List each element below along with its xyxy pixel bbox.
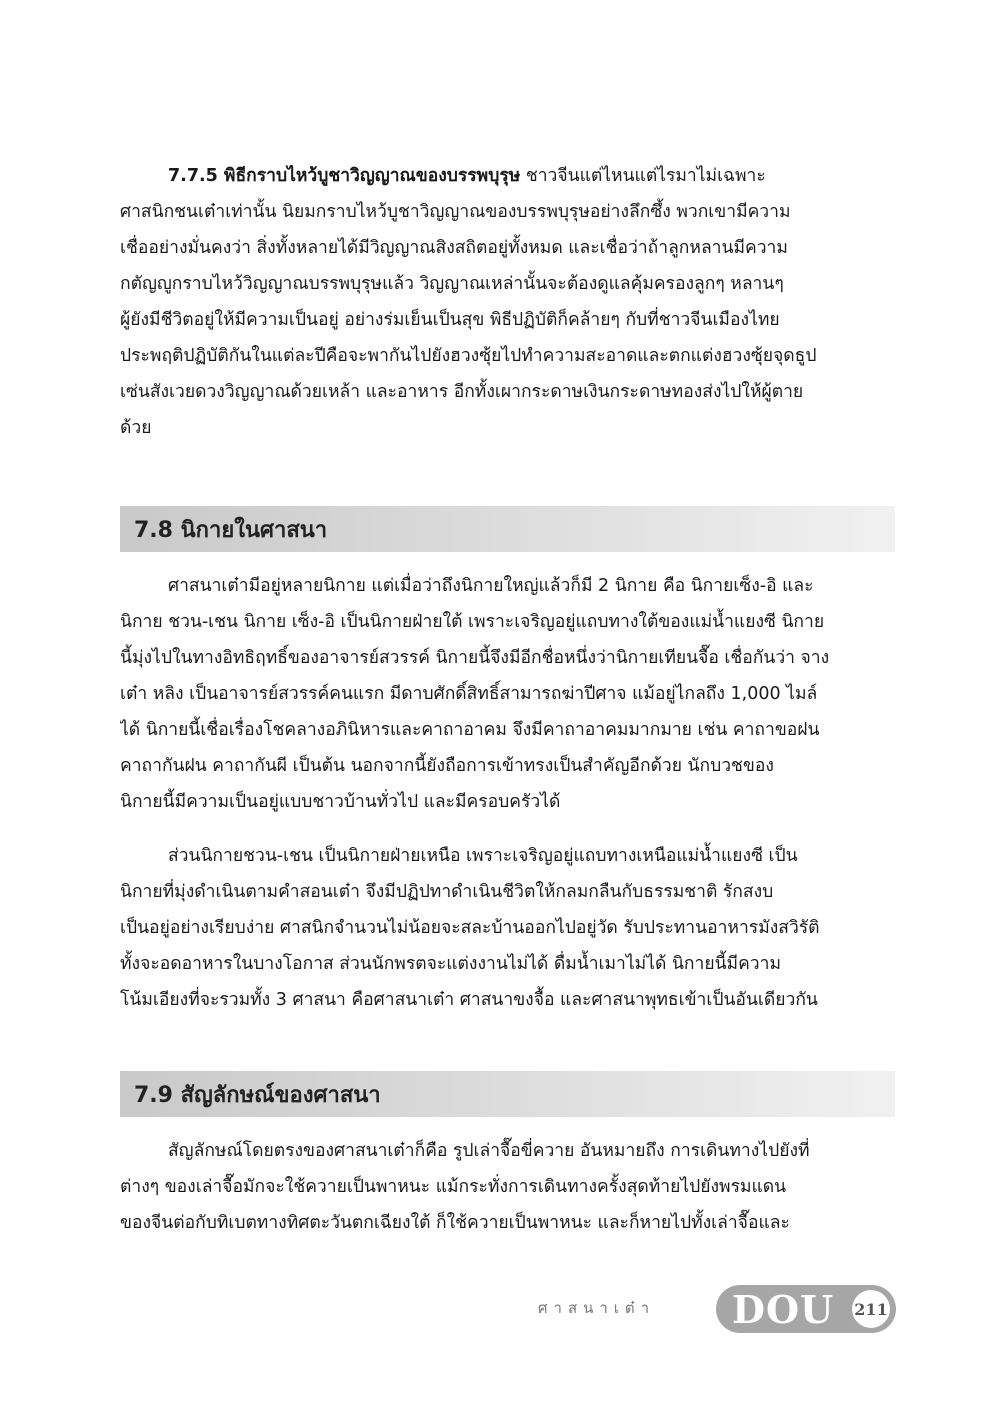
paragraph-line: ต่างๆ ของเล่าจื๊อมักจะใช้ควายเป็นพาหนะ แม้กระทั่งการเดินทางครั้งสุดท้ายไปยังพรมแดน	[120, 1177, 787, 1197]
page-number: 211	[852, 1290, 890, 1328]
section-78-paragraph-1	[120, 568, 895, 820]
section-78-header	[120, 506, 895, 552]
paragraph-line: ได้ นิกายนี้เชื่อเรื่องโชคลางอภินิหารและคาถาอาคม จึงมีคาถาอาคมมากมาย เช่น คาถาขอฝน	[120, 720, 820, 740]
section-78-title: 7.8 นิกายในศาสนา	[134, 517, 328, 543]
dou-logo-text: DOU	[732, 1286, 835, 1332]
paragraph-line: คาถากันฝน คาถากันผี เป็นต้น นอกจากนี้ยังถือการเข้าทรงเป็นสำคัญอีกด้วย นักบวชของ	[120, 756, 774, 776]
section-78-paragraph-2	[120, 838, 895, 1018]
paragraph-line: ศาสนาเต๋ามีอยู่หลายนิกาย แต่เมื่อว่าถึงนิกายใหญ่แล้วก็มี 2 นิกาย คือ นิกายเซ็ง-อิ และ	[168, 576, 814, 596]
paragraph-line: เซ่นสังเวยดวงวิญญาณด้วยเหล้า และอาหาร อีกทั้งเผากระดาษเงินกระดาษทองส่งไปให้ผู้ตาย	[120, 382, 804, 402]
paragraph-line: โน้มเอียงที่จะรวมทั้ง 3 ศาสนา คือศาสนาเต๋า ศาสนาขงจื้อ และศาสนาพุทธเข้าเป็นอันเดียวกัน	[120, 990, 818, 1010]
paragraph-line: สัญลักษณ์โดยตรงของศาสนาเต๋าก็คือ รูปเล่าจื๊อขี่ควาย อันหมายถึง การเดินทางไปยังที่	[168, 1141, 810, 1161]
paragraph-line: ผู้ยังมีชีวิตอยู่ให้มีความเป็นอยู่ อย่างร่มเย็นเป็นสุข พิธีปฏิบัติก็คล้ายๆ กับที่ชาวจีนเมืองไทย	[120, 310, 780, 330]
paragraph-line: นี้มุ่งไปในทางอิทธิฤทธิ์ของอาจารย์สวรรค์ นิกายนี้จึงมีอีกชื่อหนึ่งว่านิกายเทียนจื๊อ เชื่อกันว่า จาง	[120, 648, 830, 668]
paragraph-line: เป็นอยู่อย่างเรียบง่าย ศาสนิกจำนวนไม่น้อยจะสละบ้านออกไปอยู่วัด รับประทานอาหารมังสวิรัติ	[120, 918, 820, 938]
paragraph-line: ศาสนิกชนเต๋าเท่านั้น นิยมกราบไหว้บูชาวิญญาณของบรรพบุรุษอย่างลึกซึ้ง พวกเขามีความ	[120, 202, 791, 222]
paragraph-line: เชื่ออย่างมั่นคงว่า สิ่งทั้งหลายได้มีวิญญาณสิงสถิตอยู่ทั้งหมด และเชื่อว่าถ้าลูกหลานมีความ	[120, 238, 788, 258]
section-79-title: 7.9 สัญลักษณ์ของศาสนา	[134, 1082, 381, 1108]
dou-logo-badge	[716, 1285, 896, 1333]
paragraph-line: ทั้งจะอดอาหารในบางโอกาส ส่วนนักพรตจะแต่งงานไม่ได้ ดื่มน้ำเมาไม่ได้ นิกายนี้มีความ	[120, 954, 781, 974]
section-775-heading: 7.7.5 พิธีกราบไหว้บูชาวิญญาณของบรรพบุรุษ	[168, 166, 521, 186]
paragraph-line: นิกายที่มุ่งดำเนินตามคำสอนเต๋า จึงมีปฏิปทาดำเนินชีวิตให้กลมกลืนกับธรรมชาติ รักสงบ	[120, 882, 774, 902]
paragraph-line: ประพฤติปฏิบัติกันในแต่ละปีคือจะพากันไปยังฮวงซุ้ยไปทำความสะอาดและตกแต่งฮวงซุ้ยจุดธูป	[120, 346, 817, 366]
paragraph-line: 7.7.5 พิธีกราบไหว้บูชาวิญญาณของบรรพบุรุษ ชาวจีนแต่ไหนแต่ไรมาไม่เฉพาะ	[168, 166, 766, 186]
section-79-paragraph-1	[120, 1133, 895, 1241]
paragraph-line: ของจีนต่อกับทิเบตทางทิศตะวันตกเฉียงใต้ ก็ใช้ควายเป็นพาหนะ และก็หายไปทั้งเล่าจื๊อและ	[120, 1213, 790, 1233]
footer-book-title: ศาสนาเต๋า	[538, 1299, 656, 1317]
section-775-paragraph	[120, 158, 895, 446]
paragraph-line: กตัญญูกราบไหว้วิญญาณบรรพบุรุษแล้ว วิญญาณเหล่านั้นจะต้องดูแลคุ้มครองลูกๆ หลานๆ	[120, 274, 784, 294]
paragraph-line: ด้วย	[120, 418, 152, 438]
paragraph-line: นิกายนี้มีความเป็นอยู่แบบชาวบ้านทั่วไป และมีครอบครัวได้	[120, 792, 561, 812]
paragraph-line: เต๋า หลิง เป็นอาจารย์สวรรค์คนแรก มีดาบศักดิ์สิทธิ์สามารถฆ่าปีศาจ แม้อยู่ไกลถึง 1,000 ไมล์	[120, 684, 818, 704]
paragraph-line: นิกาย ชวน-เชน นิกาย เซ็ง-อิ เป็นนิกายฝ่ายใต้ เพราะเจริญอยู่แถบทางใต้ของแม่น้ำแยงซี นิกาย	[120, 612, 825, 632]
section-79-header	[120, 1071, 895, 1117]
paragraph-line: ส่วนนิกายชวน-เชน เป็นนิกายฝ่ายเหนือ เพราะเจริญอยู่แถบทางเหนือแม่น้ำแยงซี เป็น	[168, 846, 798, 866]
